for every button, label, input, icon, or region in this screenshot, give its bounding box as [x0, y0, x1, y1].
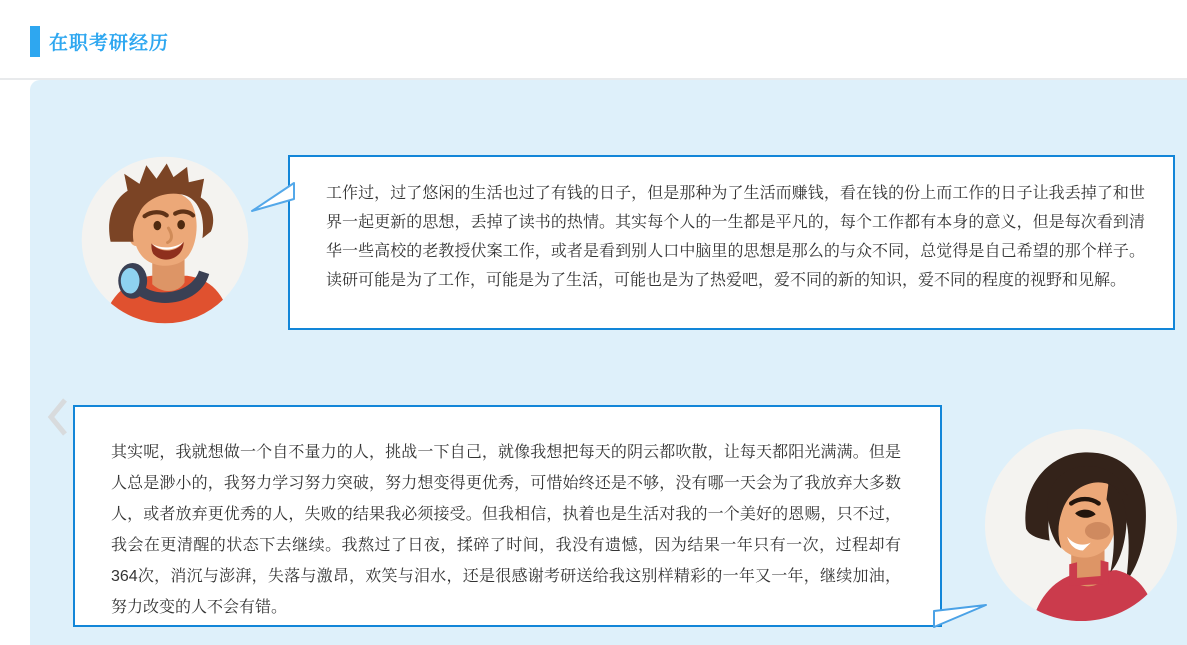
experience-panel: [30, 80, 1187, 645]
female-avatar: [983, 427, 1179, 623]
chevron-left-icon: [46, 395, 70, 439]
female-avatar-icon: [983, 427, 1179, 623]
section-header: [30, 26, 169, 57]
carousel-prev-button[interactable]: [46, 395, 70, 439]
speech-bubble-male: [288, 155, 1175, 330]
page-title: 在职考研经历: [49, 33, 170, 54]
male-avatar-icon: [80, 155, 250, 325]
male-avatar: [80, 155, 250, 325]
title-accent-bar: [30, 26, 40, 57]
speech-tail-right-icon: [934, 597, 988, 633]
speech-bubble-female: [73, 405, 942, 627]
speech-text-male: 工作过，过了悠闲的生活也过了有钱的日子，但是那种为了生活而赚钱，看在钱的份上而工作的日子让我丢掉了和世界一起更新的思想，丢掉了读书的热情。其实每个人的一生都是平凡的，每个工作都有本身的意义，但是每次看到清华一些高校的老教授伏案工作，或者是看到别人口中脑里的思想是那么的与众不同，总觉得是自己希望的那个样子。读研可能是为了工作，可能是为了生活，可能也是为了热爱吧，爱不同的新的知识，爱不同的程度的视野和见解。: [326, 185, 1145, 289]
speech-tail-left-icon: [250, 179, 294, 215]
speech-text-female: 其实呢，我就想做一个自不量力的人，挑战一下自己，就像我想把每天的阴云都吹散，让每天都阳光满满。但是人总是渺小的，我努力学习努力突破，努力想变得更优秀，可惜始终还是不够，没有哪一天会为了我放弃大多数人，或者放弃更优秀的人，失败的结果我必须接受。但我相信，执着也是生活对我的一个美好的恩赐，只不过，我会在更清醒的状态下去继续。我熬过了日夜，揉碎了时间，我没有遗憾，因为结果一年只有一次，过程却有364次，消沉与澎湃，失落与激昂，欢笑与泪水，还是很感谢考研送给我这别样精彩的一年又一年，继续加油，努力改变的人不会有错。: [111, 444, 901, 616]
